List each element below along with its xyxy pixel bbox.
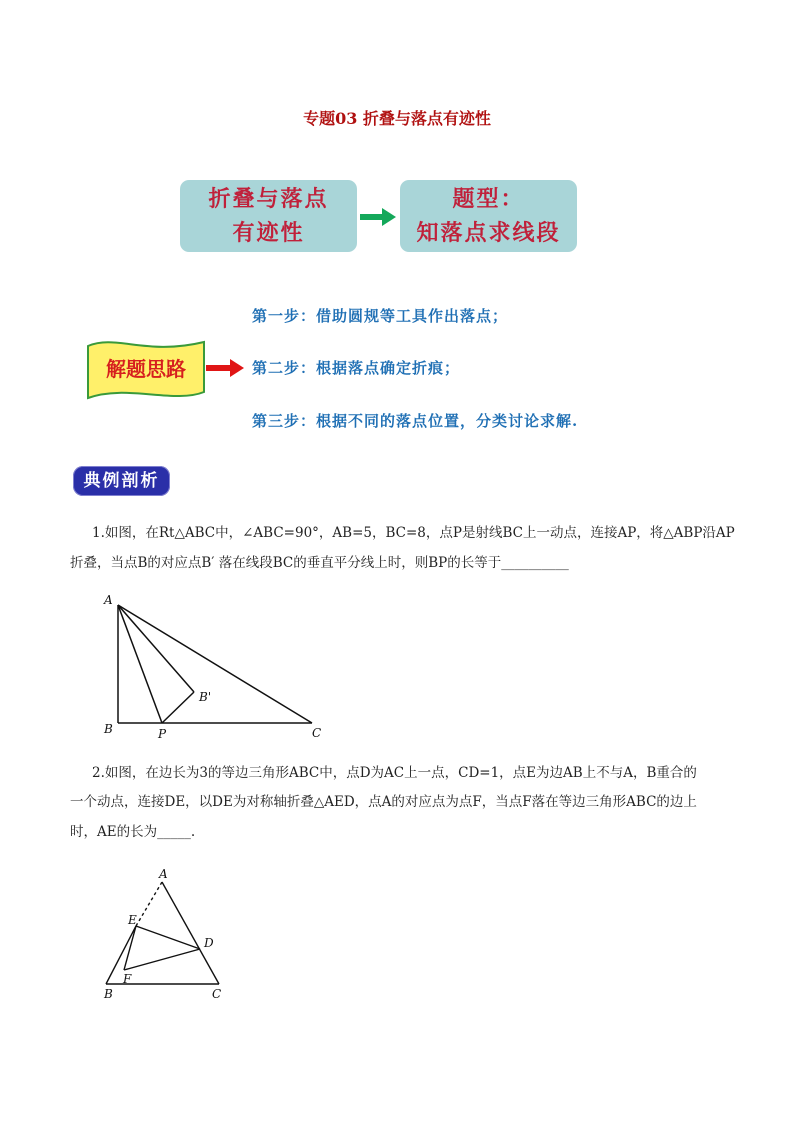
topic-left-line1: 折叠与落点 — [208, 186, 329, 212]
segment-ac2 — [162, 882, 219, 984]
red-arrow-icon — [206, 358, 246, 378]
topic-right-line1: 题型： — [452, 186, 525, 212]
problem2-line3: 时，AE的长为_____. — [70, 824, 196, 840]
section-tag: 典例剖析 — [73, 466, 170, 496]
step-3: 第三步：根据不同的落点位置，分类讨论求解. — [252, 412, 579, 430]
label-p: P — [158, 727, 167, 740]
segment-ea-dashed — [136, 882, 162, 926]
label-b: B — [104, 722, 113, 736]
topic-left-line2: 有迹性 — [232, 220, 305, 246]
step-1: 第一步：借助圆规等工具作出落点； — [252, 307, 509, 325]
segment-abp — [118, 605, 194, 692]
label-f: F — [123, 972, 132, 986]
step-2: 第二步：根据落点确定折痕； — [252, 359, 461, 377]
problem2-line2: 一个动点，连接DE，以DE为对称轴折叠△AED，点A的对应点为点F，当点F落在等边三角形ABC的边上 — [70, 794, 697, 810]
label-b2: B — [104, 987, 113, 1001]
segment-ed — [136, 926, 200, 949]
approach-wave-badge — [86, 336, 206, 402]
segment-fd — [124, 949, 200, 970]
problem2-line1: 2.如图，在边长为3的等边三角形ABC中，点D为AC上一点，CD=1，点E为边AB上不与A，B重合的 — [92, 765, 697, 781]
label-d: D — [204, 936, 214, 950]
segment-ef — [124, 926, 136, 970]
segment-ac — [118, 605, 312, 723]
problem2-figure — [96, 864, 246, 1004]
segment-pbp — [162, 692, 194, 723]
segment-ap — [118, 605, 162, 723]
label-a: A — [104, 593, 113, 607]
approach-label: 解题思路 — [106, 357, 186, 381]
green-arrow-icon — [360, 206, 398, 228]
label-a2: A — [159, 867, 168, 881]
problem1-line1: 1.如图，在Rt△ABC中，∠ABC=90°，AB=5，BC=8，点P是射线BC上一动点，连接AP，将△ABP沿AP — [92, 525, 735, 541]
page-title: 专题03 折叠与落点有迹性 — [303, 109, 491, 128]
topic-box-right — [400, 180, 577, 252]
segment-be — [106, 926, 136, 984]
topic-right-line2: 知落点求线段 — [416, 220, 561, 246]
problem1-figure — [96, 590, 336, 740]
label-b-prime: B' — [199, 690, 212, 704]
label-e: E — [128, 913, 137, 927]
label-c: C — [312, 726, 322, 740]
topic-box-left — [180, 180, 357, 252]
label-c2: C — [212, 987, 222, 1001]
problem1-line2: 折叠，当点B的对应点B′ 落在线段BC的垂直平分线上时，则BP的长等于__________ — [70, 555, 569, 571]
